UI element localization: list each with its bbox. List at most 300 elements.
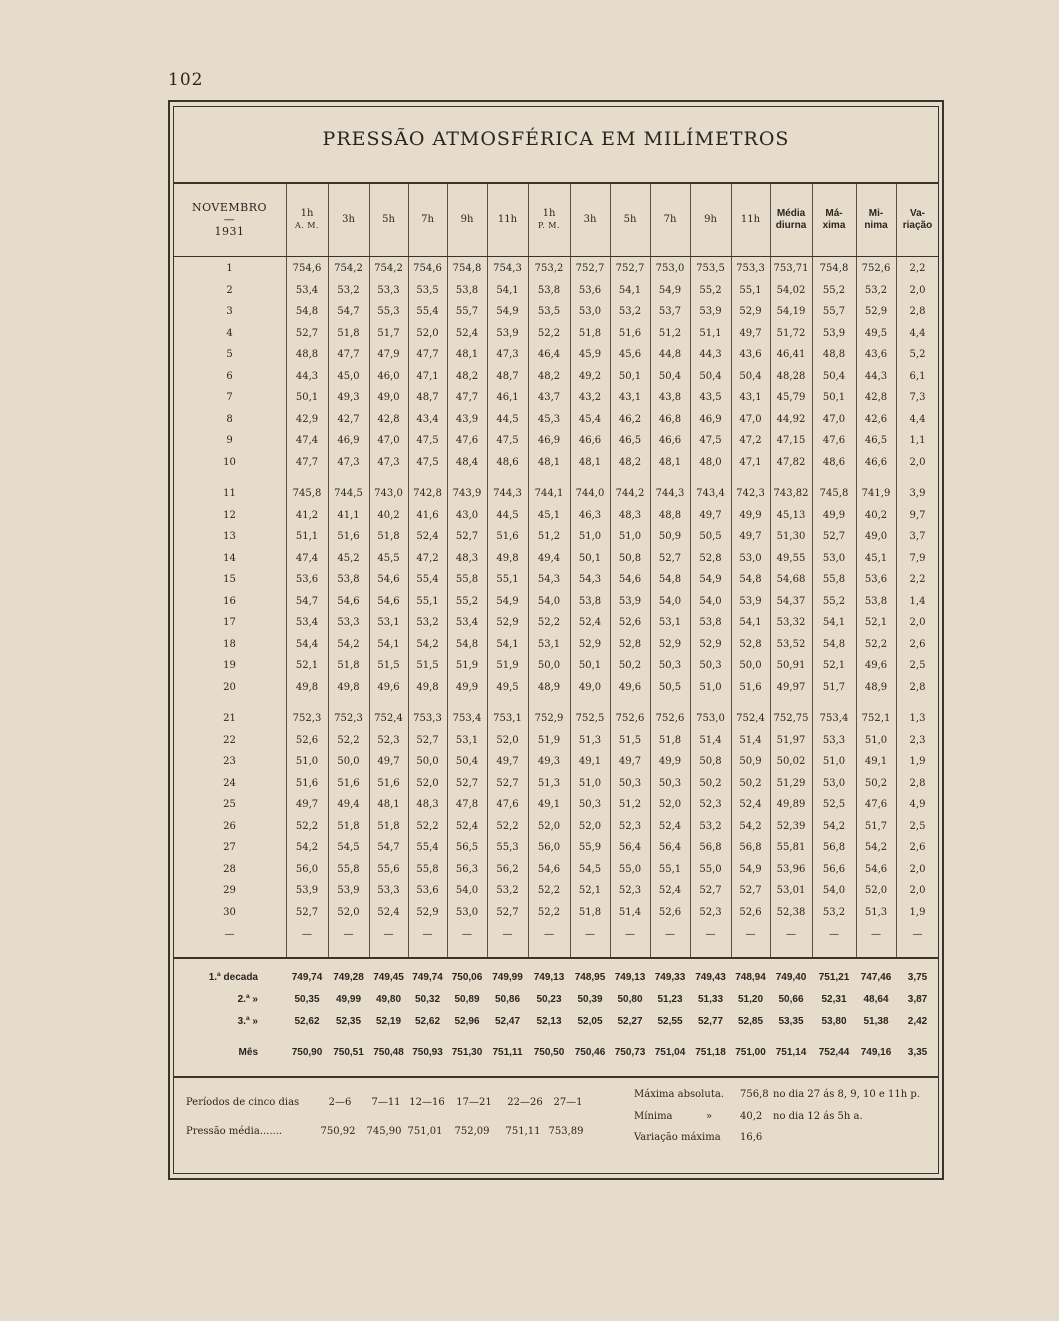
table-row [173,281,939,301]
pressure-cell: 53,2 [699,820,722,832]
pressure-cell: 49,8 [416,681,439,693]
pressure-cell: 49,0 [864,531,888,542]
pressure-cell: 53,3 [822,734,846,746]
pressure-cell: 52,7 [658,552,682,564]
pressure-cell: 54,1 [739,617,762,628]
pressure-cell: 51,30 [776,531,806,542]
pressure-cell: 54,37 [776,595,806,607]
pressure-cell: 49,4 [337,799,360,810]
pressure-cell: 53,52 [776,638,806,650]
pressure-cell: 52,7 [295,906,319,918]
pressure-cell: 43,1 [739,392,762,403]
pressure-cell: 9,7 [909,509,926,521]
pressure-cell: 52,0 [658,799,682,810]
pressure-cell: 47,7 [295,456,319,468]
day-number: 25 [223,799,236,810]
hour-label: 9h [704,214,717,225]
pressure-cell: 753,0 [655,263,685,274]
pressure-cell: 53,1 [377,617,400,628]
pressure-cell: 48,1 [455,349,479,360]
day-number: 26 [223,820,236,832]
pressure-cell: 53,3 [337,617,360,628]
pressure-cell: 53,9 [337,885,360,896]
summary-cell: 748,95 [574,972,606,983]
pressure-cell: 48,1 [537,456,561,468]
pressure-cell: 49,1 [578,756,602,767]
summary-cell: 53,35 [778,1016,804,1027]
pressure-cell: 2,5 [909,660,926,671]
pressure-cell: 53,1 [658,617,682,628]
day-number: 28 [223,863,236,875]
pressure-cell: 52,0 [578,820,602,832]
summary-cell: 53,80 [821,1016,847,1027]
pressure-cell: 41,2 [295,509,319,521]
summary-cell: 52,62 [414,1016,441,1027]
hour-label: 7h [663,214,677,225]
pressure-cell: 56,5 [455,842,479,853]
hour-label: 3h [583,214,597,225]
pressure-cell: 52,0 [416,327,439,339]
summary-cell: 749,33 [654,972,686,983]
pressure-cell: 53,8 [455,284,479,296]
pressure-cell: 51,0 [578,531,602,542]
pressure-cell: 54,9 [699,574,722,585]
pressure-cell: 52,9 [739,306,762,317]
pressure-cell: 51,5 [416,660,439,671]
summary-row [173,990,939,1010]
pressure-cell: 47,3 [377,456,400,468]
pressure-cell: 742,3 [736,488,765,499]
pressure-cell: 52,2 [337,734,360,746]
pressure-cell: 49,2 [578,370,602,382]
summary-label: 1.ª decada [208,972,258,983]
pressure-cell: 54,9 [496,306,519,317]
pressure-cell: 53,8 [699,617,722,628]
pressure-cell: 754,8 [452,263,482,274]
hour-header [570,184,610,256]
pressure-cell: 55,1 [496,574,519,585]
table-row [173,388,939,408]
pressure-cell: 53,8 [578,595,602,607]
pressure-cell: 47,2 [739,435,762,446]
pressure-cell: 50,2 [739,777,762,789]
dash-row [173,925,939,945]
media-header [770,184,812,256]
summary-cell: 750,06 [451,972,483,983]
pressure-cell: 47,6 [455,435,479,446]
table-row [173,709,939,729]
pressure-cell: 51,6 [496,531,519,542]
pressure-cell: 47,3 [337,456,360,468]
pressure-cell: 54,6 [377,595,400,607]
pressure-cell: 54,2 [416,638,439,650]
summary-cell: 52,05 [577,1016,603,1027]
hour-period: P. M. [537,221,561,230]
table-row [173,774,939,794]
hour-header [731,184,770,256]
pressure-cell: 1,1 [909,435,926,446]
pressure-cell: 754,6 [413,263,442,274]
pressure-cell: 45,13 [776,509,806,521]
pressure-cell: 752,3 [334,713,363,724]
pressure-cell: 56,6 [822,863,846,875]
pressure-cell: 43,6 [739,349,762,360]
pressure-cell: 55,8 [822,574,846,585]
day-number: 15 [223,574,236,585]
summary-row [173,1043,939,1063]
maxima-header-line: Má- [825,208,843,219]
pressure-cell: 752,6 [861,263,891,274]
day-number: 11 [223,488,236,499]
summary-cell: 50,32 [414,994,441,1005]
summary-cell: 751,18 [695,1047,726,1058]
pressure-cell: 55,9 [578,842,602,853]
pressure-cell: 52,8 [739,638,762,650]
pressure-cell: 47,7 [455,392,479,403]
pressure-cell: 47,5 [699,435,722,446]
pressure-cell: 53,2 [864,284,888,296]
pressure-cell: 51,4 [618,906,642,918]
pressure-cell: 51,5 [377,660,400,671]
header-rule [173,256,939,257]
table-row [173,431,939,451]
table-row [173,570,939,590]
pressure-cell: 52,7 [496,906,519,918]
pressure-cell: 48,9 [864,681,888,693]
pressure-cell: 55,4 [416,574,439,585]
summary-cell: 749,40 [775,972,807,983]
pressure-cell: 46,6 [578,435,602,446]
pressure-cell: 51,3 [537,777,561,789]
pressure-cell: 51,7 [377,327,400,339]
summary-cell: 50,80 [617,994,643,1005]
pressure-cell: 55,8 [416,863,439,875]
dash-cell: — [786,929,796,940]
pressure-cell: 46,4 [537,349,561,360]
pressure-cell: 2,2 [909,263,926,274]
pressure-cell: 52,2 [496,820,519,832]
pressure-cell: 56,3 [455,863,479,875]
pressure-cell: 47,9 [377,349,400,360]
pressure-cell: 48,8 [822,349,846,360]
summary-label: 2.ª » [237,994,258,1005]
pressure-cell: 752,4 [736,713,765,724]
pressure-cell: 744,0 [575,488,605,499]
pressure-cell: 46,5 [618,435,642,446]
pressure-cell: 4,4 [909,327,926,339]
summary-label: Mês [238,1047,258,1058]
pressure-cell: 49,6 [377,681,400,693]
pressure-cell: 54,68 [776,574,806,585]
hour-header [408,184,447,256]
pressure-cell: 43,2 [578,392,602,403]
day-number: 29 [223,885,236,896]
pressure-cell: 52,39 [776,820,806,832]
pressure-cell: 50,5 [699,531,722,542]
hour-label: 11h [497,214,518,225]
dash-cell: — [665,929,675,940]
minima-header-line: Mi- [868,208,884,219]
dash-cell: — [585,929,595,940]
summary-cell: 750,93 [412,1047,443,1058]
pressure-cell: 46,8 [658,413,682,425]
pressure-cell: 53,4 [455,617,479,628]
summary-cell: 749,74 [412,972,443,983]
pressure-cell: 53,9 [496,327,519,339]
pressure-cell: 56,0 [537,842,561,853]
summary-cell: 50,89 [454,994,480,1005]
summary-cell: 3,87 [907,994,928,1005]
pressure-cell: 4,9 [909,799,926,810]
pressure-cell: 46,9 [537,435,561,446]
period-range: 17—21 [456,1097,492,1108]
pressure-cell: 53,9 [822,327,846,339]
pressure-cell: 52,9 [699,638,722,650]
pressure-cell: 47,6 [496,799,519,810]
month-label: NOVEMBRO [191,201,268,214]
pressure-cell: 52,1 [578,885,602,896]
pressure-cell: 49,7 [618,756,642,767]
pressure-cell: 47,5 [416,435,439,446]
pressure-cell: 53,9 [739,595,762,607]
pressure-cell: 741,9 [861,488,891,499]
pressure-cell: 52,9 [578,638,602,650]
pressure-cell: 52,9 [864,306,888,317]
pressure-cell: 56,4 [658,842,682,853]
variacao-header-line: riação [902,220,933,231]
pressure-cell: 52,4 [739,799,762,810]
summary-cell: 2,42 [907,1016,928,1027]
table-row [173,795,939,815]
pressure-cell: 49,0 [578,681,602,693]
variacao-header [896,184,939,256]
pressure-cell: 50,3 [658,660,682,671]
summary-cell: 750,73 [614,1047,646,1058]
dash-cell: — [705,929,716,940]
pressure-cell: 49,5 [496,681,519,693]
header-month [173,184,286,256]
summary-cell: 750,51 [333,1047,364,1058]
summary-cell: 50,23 [536,994,562,1005]
pressure-cell: 52,2 [537,885,561,896]
summary-row [173,968,939,988]
dash-cell: — [829,929,839,940]
pressure-cell: 51,8 [377,820,400,832]
pressure-cell: 51,6 [739,681,762,693]
pressure-cell: 2,8 [909,681,926,693]
summary-cell: 52,77 [697,1016,724,1027]
summary-cell: 751,04 [654,1047,686,1058]
pressure-cell: 744,1 [534,488,564,499]
pressure-cell: 745,8 [819,488,849,499]
hour-header [487,184,528,256]
pressure-cell: 45,3 [537,413,561,425]
pressure-cell: 54,0 [455,885,479,896]
page-number: 102 [168,70,204,90]
pressure-cell: 49,6 [864,660,888,671]
pressure-cell: 48,8 [295,349,319,360]
pressure-cell: 48,28 [776,370,806,382]
pressure-cell: 50,8 [618,552,642,564]
pressure-cell: 44,5 [496,509,519,521]
pressure-cell: 54,0 [537,595,561,607]
table-row [173,592,939,612]
pressure-cell: 56,8 [822,842,846,853]
hour-label: 9h [460,214,474,225]
variacao-header-line: Va- [909,208,925,219]
pressure-cell: 55,6 [377,863,400,875]
pressure-cell: 45,1 [864,552,888,564]
pressure-cell: 56,0 [295,863,319,875]
summary-cell: 3,75 [907,972,928,983]
pressure-cell: 745,8 [292,488,322,499]
pressure-cell: 49,3 [337,392,360,403]
pressure-cell: 46,1 [496,392,519,403]
pressure-cell: 49,6 [618,681,642,693]
pressure-cell: 49,1 [537,799,561,810]
pressure-cell: 51,1 [295,531,319,542]
table-row [173,302,939,322]
pressure-cell: 48,0 [699,456,722,468]
pressure-cell: 55,1 [416,595,439,607]
hour-label: 7h [421,214,434,225]
pressure-cell: 40,2 [377,509,400,521]
pressure-cell: 52,1 [822,660,846,671]
pressure-cell: 51,0 [699,681,722,693]
pressure-cell: 47,6 [822,435,846,446]
min-note: no dia 12 ás 5h a. [773,1111,863,1122]
pressure-cell: 52,7 [295,327,319,339]
pressure-cell: 52,6 [739,906,762,918]
day-number: 14 [223,552,236,564]
pressure-cell: 54,8 [739,574,762,585]
day-number: 22 [223,734,236,746]
maxima-header [812,184,856,256]
pressure-cell: 51,0 [864,734,888,746]
pressure-cell: 744,3 [655,488,685,499]
pressure-cell: 47,4 [295,435,319,446]
pressure-cell: 52,6 [658,906,682,918]
pressure-cell: 2,0 [909,617,926,628]
pressure-cell: 40,2 [864,509,888,521]
pressure-cell: 55,7 [455,306,479,317]
pressure-cell: 54,6 [618,574,642,585]
period-pressure: 751,01 [407,1126,443,1137]
pressure-cell: 49,7 [699,509,722,521]
table-title: PRESSÃO ATMOSFÉRICA EM MILÍMETROS [322,128,790,150]
pressure-cell: 51,5 [618,734,642,746]
dash-cell: — [462,929,472,940]
summary-cell: 751,11 [492,1047,523,1058]
day-number: 20 [223,681,236,693]
pressure-cell: 51,6 [337,531,360,542]
maxima-header-line: xima [822,220,846,231]
table-row [173,410,939,430]
min-value: 40,2 [740,1111,763,1122]
pressure-cell: 752,4 [374,713,403,724]
pressure-cell: 54,8 [822,638,846,650]
pressure-cell: 52,3 [699,906,722,918]
pressure-cell: 50,5 [658,681,682,693]
pressure-cell: 51,8 [337,820,360,832]
pressure-cell: 2,3 [909,734,926,746]
pressure-cell: 2,0 [909,456,926,468]
pressure-cell: 45,5 [377,552,400,564]
summary-cell: 750,90 [291,1047,323,1058]
pressure-cell: 54,5 [578,863,602,875]
pressure-cell: 54,1 [618,284,642,296]
pressure-cell: 44,5 [496,413,519,425]
pressure-cell: 48,1 [578,456,602,468]
pressure-cell: 46,6 [658,435,682,446]
dash-cell: — [302,929,312,940]
min-mark: » [706,1111,713,1122]
pressure-cell: 53,2 [337,284,360,296]
day-number: 18 [223,638,236,650]
pressure-cell: 51,72 [776,327,806,339]
pressure-cell: 52,9 [658,638,682,650]
hour-header [286,184,328,256]
hour-label: 1h [300,208,314,219]
pressure-cell: 52,3 [377,734,400,746]
table-row [173,903,939,923]
pressure-cell: 47,5 [496,435,519,446]
pressure-cell: 47,6 [864,799,888,810]
pressure-cell: 52,7 [699,885,722,896]
pressure-cell: 47,0 [739,413,762,425]
pressure-cell: 54,02 [776,284,806,296]
pressure-cell: 53,96 [776,863,806,875]
summary-cell: 52,31 [821,994,847,1005]
pressure-cell: 47,5 [416,456,439,468]
pressure-cell: 48,2 [537,370,561,382]
max-abs-value: 756,8 [740,1089,769,1100]
pressure-cell: 743,4 [696,488,725,499]
pressure-cell: 47,0 [822,413,846,425]
period-pressure: 753,89 [548,1126,584,1137]
pressure-cell: 1,9 [909,756,926,767]
minima-header [856,184,896,256]
pressure-cell: 7,9 [909,552,926,564]
pressure-cell: 52,4 [455,820,479,832]
table-row [173,881,939,901]
pressure-cell: 752,1 [861,713,891,724]
pressure-cell: 51,3 [578,734,602,746]
pressure-cell: 2,5 [909,820,926,832]
pressure-cell: 54,8 [658,574,682,585]
summary-cell: 749,16 [860,1047,892,1058]
summary-cell: 52,27 [617,1016,643,1027]
hour-label: 1h [542,208,556,219]
pressure-cell: 50,3 [699,660,722,671]
pressure-cell: 51,8 [337,327,360,339]
pressure-cell: 54,0 [658,595,682,607]
pressure-cell: 50,1 [822,392,846,403]
pressure-cell: 53,9 [618,595,642,607]
pressure-cell: 52,9 [496,617,519,628]
pressure-cell: 51,9 [537,734,561,746]
pressure-cell: 46,5 [864,435,888,446]
pressure-cell: 51,7 [864,820,888,832]
pressure-cell: 47,15 [776,435,806,446]
pressure-cell: 47,82 [776,456,806,468]
dash-cell: — [912,929,923,940]
pressure-cell: 50,2 [699,777,722,789]
period-pressure: 745,90 [366,1126,402,1137]
pressure-cell: 45,2 [337,552,360,564]
pressure-cell: 54,6 [337,595,360,607]
pressure-cell: 52,4 [416,531,439,542]
